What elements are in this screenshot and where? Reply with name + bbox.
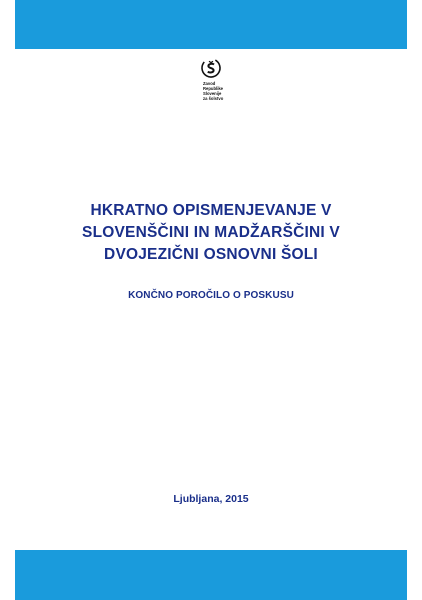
top-accent-band — [0, 0, 422, 49]
document-title — [40, 200, 382, 266]
right-page-margin — [407, 0, 422, 600]
title-line: HKRATNO OPISMENJEVANJE V — [90, 202, 332, 219]
logo-text-line: Slovenije — [203, 91, 222, 96]
title-line: SLOVENŠČINI IN MADŽARŠČINI V — [82, 224, 340, 241]
institution-logo — [194, 57, 228, 101]
logo-text-line: Zavod — [203, 81, 216, 86]
place-and-date: Ljubljana, 2015 — [173, 493, 249, 505]
logo-text-line: za šolstvo — [203, 96, 224, 101]
logo-text — [203, 81, 228, 101]
zrss-logo-icon — [200, 57, 222, 79]
left-page-margin — [0, 0, 15, 600]
title-line: DVOJEZIČNI OSNOVNI ŠOLI — [104, 246, 318, 263]
logo-text-line: Republike — [203, 86, 224, 91]
bottom-accent-band — [0, 550, 422, 600]
document-subtitle: KONČNO POROČILO O POSKUSU — [128, 290, 294, 301]
